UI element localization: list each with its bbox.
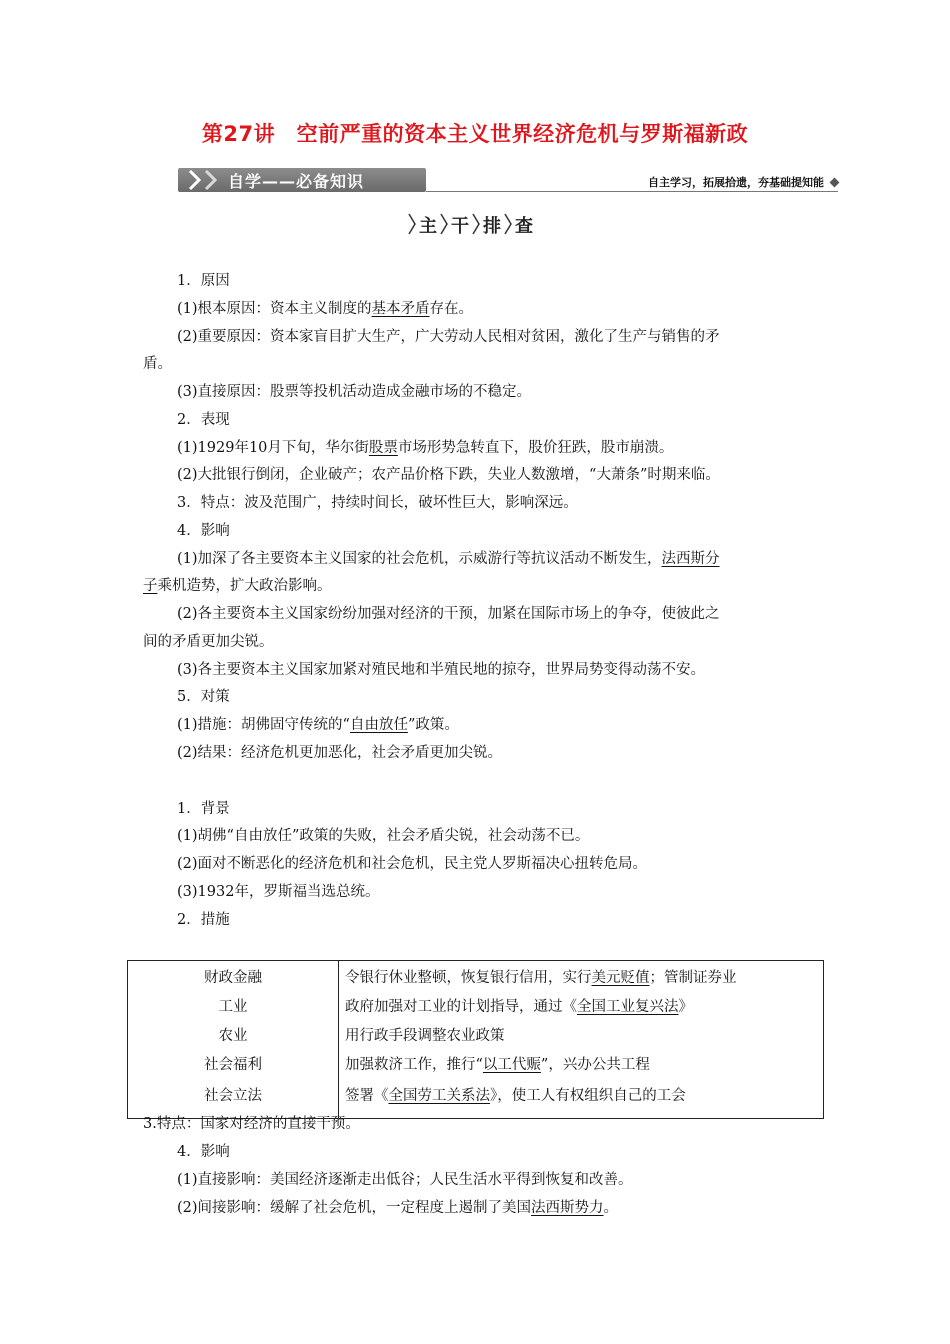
text-line: (3)直接原因：股票等投机活动造成金融市场的不稳定。 <box>177 384 532 400</box>
subhead-char: 查 <box>515 216 533 237</box>
chevron-right-icon <box>472 213 481 235</box>
chevron-right-icon <box>204 170 218 190</box>
text-line: (1)根本原因：资本主义制度的基本矛盾存在。 <box>177 301 474 317</box>
text-line: (2)大批银行倒闭，企业破产；农产品价格下跌，失业人数激增，“大萧条”时期来临。 <box>177 467 720 483</box>
heading-manifestation: 2．表现 <box>177 412 230 428</box>
banner-label: 自学——必备知识 <box>228 172 365 191</box>
key-term: 子 <box>143 578 158 594</box>
key-term: 以工代赈 <box>482 1057 541 1073</box>
key-term: 自由放任 <box>349 717 408 733</box>
banner-rule <box>426 191 838 192</box>
text-line: (2)结果：经济危机更加恶化，社会矛盾更加尖锐。 <box>177 745 503 761</box>
chevron-right-icon <box>504 213 513 235</box>
subhead-char: 干 <box>451 216 469 237</box>
page-title: 第27讲 空前严重的资本主义世界经济危机与罗斯福新政 <box>201 122 749 146</box>
text-line: (2)面对不断恶化的经济危机和社会危机，民主党人罗斯福决心扭转危局。 <box>177 856 648 872</box>
table-row <box>128 1020 824 1049</box>
table-row <box>128 1049 824 1078</box>
key-term: 法西斯势力 <box>531 1200 604 1216</box>
text-line: (1)胡佛“自由放任”政策的失败，社会矛盾尖锐，社会动荡不已。 <box>177 828 590 844</box>
subhead-char: 主 <box>419 216 437 237</box>
heading-impact-2: 4．影响 <box>177 1144 230 1160</box>
heading-features-2: 3.特点：国家对经济的直接干预。 <box>143 1116 360 1132</box>
table-cell-area: 社会立法 <box>128 1078 339 1119</box>
table-cell-area: 财政金融 <box>128 961 339 992</box>
text-line: 间的矛盾更加尖锐。 <box>143 634 274 650</box>
key-term: 全国工业复兴法 <box>577 999 679 1015</box>
table-cell-measure: 政府加强对工业的计划指导，通过《全国工业复兴法》 <box>339 991 824 1020</box>
section-banner <box>178 166 848 194</box>
measures-table <box>127 960 824 1119</box>
table-cell-measure: 用行政手段调整农业政策 <box>339 1020 824 1049</box>
heading-features: 3．特点：波及范围广，持续时间长，破坏性巨大，影响深远。 <box>177 495 578 511</box>
heading-measures: 2．措施 <box>177 912 230 928</box>
text-line: (2)重要原因：资本家盲目扩大生产，广大劳动人民相对贫困，激化了生产与销售的矛 <box>177 329 720 345</box>
key-term: 基本矛盾 <box>371 301 430 317</box>
table-row <box>128 991 824 1020</box>
key-term: 法西斯分 <box>661 551 720 567</box>
table-cell-area: 工业 <box>128 991 339 1020</box>
text-line: (1)直接影响：美国经济逐渐走出低谷；人民生活水平得到恢复和改善。 <box>177 1172 633 1188</box>
table-cell-measure: 签署《全国劳工关系法》，使工人有权组织自己的工会 <box>339 1078 824 1119</box>
heading-causes: 1．原因 <box>177 273 230 289</box>
diamond-icon <box>830 178 840 188</box>
table-cell-measure: 加强救济工作，推行“以工代赈”，兴办公共工程 <box>339 1049 824 1078</box>
chevron-right-icon <box>440 213 449 235</box>
text-line: (2)各主要资本主义国家纷纷加强对经济的干预，加紧在国际市场上的争夺，使彼此之 <box>177 606 720 622</box>
subhead-char: 排 <box>483 216 501 237</box>
key-term: 股票 <box>368 440 398 456</box>
heading-background: 1．背景 <box>177 801 230 817</box>
text-line: (1)1929年10月下旬，华尔街股票市场形势急转直下，股价狂跌，股市崩溃。 <box>177 440 674 456</box>
text-line: 子乘机造势，扩大政治影响。 <box>143 578 332 594</box>
text-line: (2)间接影响：缓解了社会危机，一定程度上遏制了美国法西斯势力。 <box>177 1200 619 1216</box>
text-line: (3)1932年，罗斯福当选总统。 <box>177 884 380 900</box>
text-line: (3)各主要资本主义国家加紧对殖民地和半殖民地的掠夺，世界局势变得动荡不安。 <box>177 662 706 678</box>
table-row <box>128 1078 824 1119</box>
table-row <box>128 961 824 992</box>
banner-tagline: 自主学习，拓展拾遗，夯基础提知能 <box>648 176 824 189</box>
text-line: 盾。 <box>143 356 172 372</box>
chevron-right-icon <box>188 170 202 190</box>
subsection-heading <box>408 209 548 239</box>
table-cell-area: 社会福利 <box>128 1049 339 1078</box>
key-term: 美元贬值 <box>591 969 650 986</box>
table-cell-measure: 令银行休业整顿，恢复银行信用，实行美元贬值；管制证券业 <box>339 961 824 992</box>
key-term: 全国劳工关系法 <box>388 1088 490 1104</box>
heading-response: 5．对策 <box>177 689 230 705</box>
table-cell-area: 农业 <box>128 1020 339 1049</box>
text-line: (1)措施：胡佛固守传统的“自由放任”政策。 <box>177 717 459 733</box>
chevron-right-icon <box>408 213 417 235</box>
heading-impact: 4．影响 <box>177 523 230 539</box>
text-line: (1)加深了各主要资本主义国家的社会危机，示威游行等抗议活动不断发生，法西斯分 <box>177 551 720 567</box>
